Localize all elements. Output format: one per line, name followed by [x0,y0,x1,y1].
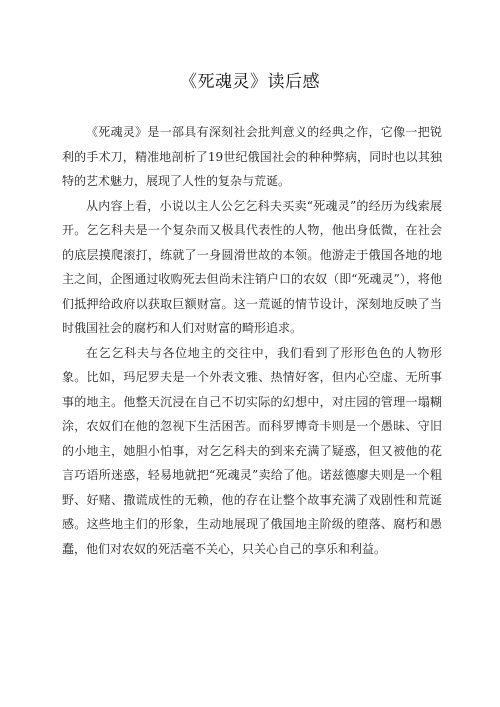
paragraph-plot: 从内容上看，小说以主人公乞乞科夫买卖“死魂灵”的经历为线索展开。乞乞科夫是一个复杂而又极具代表性的人物，他出身低微，在社会的底层摸爬滚打，练就了一身圆滑世故的本领。他游走于俄国各地的地主之间，企图通过收购死去但尚未注销户口的农奴（即“死魂灵”），将他们抵押给政府以获取巨额财富。这一荒诞的情节设计，深刻地反映了当时俄国社会的腐朽和人们对财富的畸形追求。 [62,198,442,335]
paragraph-intro: 《死魂灵》是一部具有深刻社会批判意义的经典之作，它像一把锐利的手术刀，精准地剖析了19世纪俄国社会的种种弊病，同时也以其独特的艺术魅力，展现了人性的复杂与荒诞。 [62,125,442,188]
document-body [62,120,442,561]
paragraph-characters: 在乞乞科夫与各位地主的交往中，我们看到了形形色色的人物形象。比如，玛尼罗夫是一个外表文雅、热情好客，但内心空虚、无所事事的地主。他整天沉浸在自己不切实际的幻想中，对庄园的管理一塌糊涂，农奴们在他的忽视下生活困苦。而科罗博奇卡则是一个愚昧、守旧的小地主，她胆小怕事，对乞乞科夫的到来充满了疑惑，但又被他的花言巧语所迷惑，轻易地就把“死魂灵”卖给了他。诺兹德廖夫则是一个粗野、好赌、撒谎成性的无赖，他的存在让整个故事充满了戏剧性和荒诞感。这些地主们的形象，生动地展现了俄国地主阶级的堕落、腐朽和愚蠢，他们对农奴的死活毫不关心，只关心自己的享乐和利益。 [62,345,442,556]
document-title: 《死魂灵》读后感 [180,72,320,92]
